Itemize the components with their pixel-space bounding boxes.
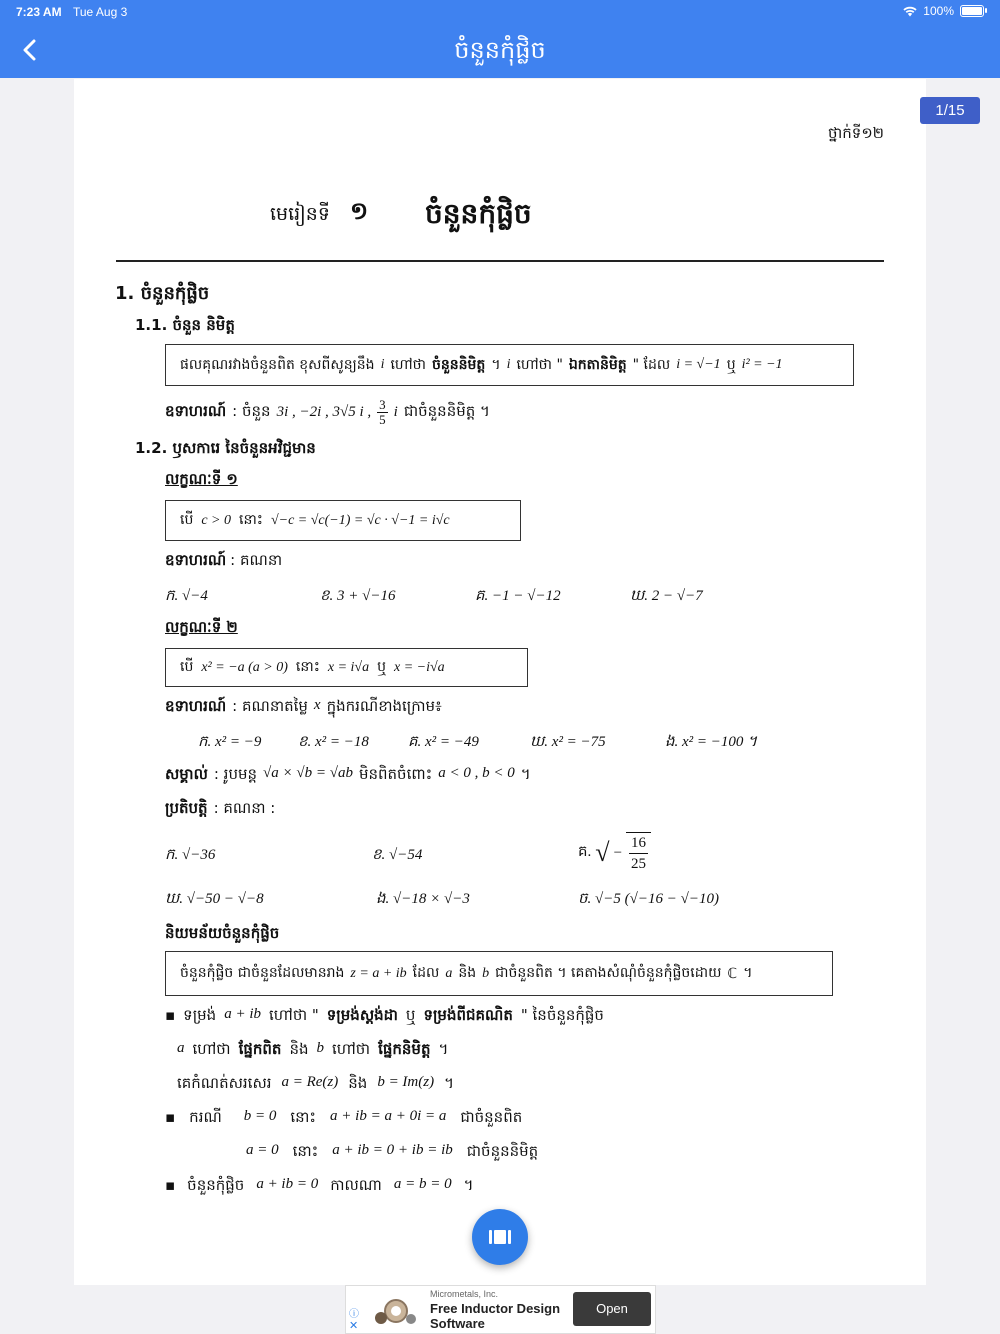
exercise-heading — [165, 799, 275, 821]
def-math: i = √−1 — [676, 357, 721, 372]
def-text: ហៅថា " — [516, 356, 563, 373]
bullet-text: គេកំណត់សរសេរ — [177, 1074, 272, 1092]
bullet-math: a + ib = 0 — [256, 1176, 319, 1192]
bullet-math: a + ib — [224, 1006, 262, 1022]
property-1-heading: លក្ខណៈទី ១ — [165, 470, 238, 488]
fraction-numerator: 16 — [629, 833, 648, 854]
def-math: i² = −1 — [741, 357, 783, 372]
def-text: ផលគុណរវាងចំនួនពិត ខុសពីសូន្យនឹង — [180, 356, 375, 373]
battery-percent: 100% — [923, 4, 954, 18]
section-heading-1-2: 1.2. ឫសការេ នៃចំនួនអវិជ្ជមាន — [135, 439, 316, 457]
exercise-item-fraction — [578, 832, 651, 874]
note-math: a < 0 , b < 0 — [438, 765, 515, 781]
bullet-text: និង — [348, 1074, 368, 1092]
prop-text: ឬ — [377, 659, 386, 675]
example-3-item: ខ. x² = −18 — [298, 734, 369, 750]
exercise-item-label: គ. — [578, 844, 592, 860]
note-text: : រូបមន្ត — [213, 765, 258, 783]
fraction-denominator: 25 — [631, 856, 647, 872]
bullet-text: " នៃចំនួនកុំផ្លិច — [520, 1006, 604, 1024]
example-text: : គណនា — [230, 551, 283, 569]
def-text: និង — [458, 965, 477, 981]
radical-sign: √ — [595, 838, 610, 867]
def-term: ចំនួននិមិត្ត — [432, 356, 486, 373]
bullet-text: កាលណា — [330, 1176, 382, 1194]
example-2-item: ឃ. 2 − √−7 — [630, 588, 703, 604]
def-math: b — [482, 965, 490, 981]
bullet-marker: ▪ — [165, 1176, 176, 1194]
bullet-text: ជាចំនួននិមិត្ត — [466, 1142, 539, 1160]
bullet-case-b0 — [165, 1108, 522, 1130]
example-text: ក្នុងករណីខាងក្រោម៖ — [326, 697, 442, 715]
bullet-marker: ▪ — [165, 1108, 176, 1126]
title-divider — [116, 260, 884, 262]
example-2-item: គ. −1 − √−12 — [475, 588, 561, 604]
def-text: ។ — [491, 356, 501, 373]
example-2-heading — [165, 551, 282, 573]
slides-icon — [489, 1230, 511, 1244]
def-text: ជាចំនួនពិត ។ គេតាងសំណុំចំនួនកុំផ្លិចដោយ — [495, 965, 722, 981]
wifi-icon — [903, 6, 917, 17]
exercise-item: ក. √−36 — [165, 847, 216, 863]
bullet-math: a + ib = 0 + ib = ib — [332, 1142, 453, 1158]
example-text: ជាចំនួននិមិត្ត ។ — [403, 401, 490, 420]
note-math: √a × √b = √ab — [263, 765, 353, 781]
bullet-standard-form — [165, 1006, 604, 1028]
bullet-marker: ▪ — [165, 1006, 176, 1024]
bullet-text: ។ — [438, 1040, 449, 1058]
battery-icon — [960, 5, 984, 17]
exercise-label: ប្រតិបត្តិ — [165, 799, 208, 817]
example-3-item: ឃ. x² = −75 — [530, 734, 606, 750]
example-math: x — [313, 697, 321, 713]
example-3-heading — [165, 697, 442, 719]
prop-math: √−c = √c(−1) = √c · √−1 = i√c — [270, 512, 450, 528]
section-heading-1-1: 1.1. ចំនួន និមិត្ត — [135, 316, 235, 334]
ad-open-button[interactable]: Open — [573, 1292, 651, 1326]
example-math: i — [393, 404, 398, 420]
prop-math: x = i√a — [327, 659, 370, 675]
prop-text: បើ — [180, 659, 194, 675]
nav-bar — [0, 22, 1000, 78]
example-3-item: ង. x² = −100 ។ — [665, 734, 758, 750]
exercise-item: ច. √−5 (√−16 − √−10) — [578, 891, 719, 907]
bullet-text: ករណី — [189, 1108, 222, 1126]
bullet-text: ឬ — [405, 1006, 416, 1024]
prop-math: x² = −a (a > 0) — [201, 659, 288, 675]
bullet-text: ហៅថា " — [269, 1006, 319, 1024]
def-math: ℂ — [727, 965, 738, 982]
def-math: i — [506, 357, 511, 372]
def-math: i — [380, 357, 385, 372]
def-text: ហៅថា — [390, 356, 426, 373]
fraction — [626, 832, 651, 874]
fraction-denominator: 5 — [379, 412, 386, 427]
bullet-text: ហៅថា — [332, 1040, 371, 1058]
bullet-term: ទម្រង់ពីជគណិត — [423, 1006, 513, 1024]
property-2-heading: លក្ខណៈទី ២ — [165, 618, 238, 636]
grade-label: ថ្នាក់ទី១២ — [828, 124, 885, 142]
example-label: ឧទាហរណ៍ — [165, 401, 227, 420]
slides-button[interactable] — [472, 1209, 528, 1265]
note-text: មិនពិតចំពោះ — [358, 765, 433, 783]
def-text: ។ — [743, 965, 753, 981]
def-term: ឯកតានិមិត្ត — [568, 356, 627, 373]
ad-close-icon[interactable]: ✕ — [349, 1319, 359, 1332]
def-text: " ដែល — [632, 356, 671, 373]
def-text: ដែល — [412, 965, 440, 981]
ad-banner[interactable] — [345, 1285, 656, 1334]
bullet-case-a0 — [246, 1142, 538, 1164]
fraction-numerator: 3 — [379, 397, 386, 412]
prop-math: c > 0 — [201, 512, 232, 528]
status-date: Tue Aug 3 — [73, 5, 128, 19]
bullet-math: a + ib = a + 0i = a — [330, 1108, 447, 1124]
bullet-text: ចំនួនកុំផ្លិច — [187, 1176, 245, 1194]
bullet-term: ទម្រង់ស្តង់ដា — [326, 1006, 398, 1024]
bullet-text: ហៅថា — [192, 1040, 231, 1058]
exercise-item: ឃ. √−50 − √−8 — [165, 891, 264, 907]
bullet-math: a = 0 — [246, 1142, 279, 1158]
fraction — [377, 398, 388, 427]
property-2-box — [165, 648, 528, 687]
def-math: z = a + ib — [350, 965, 407, 981]
example-label: ឧទាហរណ៍ — [165, 551, 227, 569]
section-heading-1: 1. ចំនួនកុំផ្លិច — [115, 283, 210, 304]
example-text: : ចំនួន — [232, 401, 271, 420]
prop-text: បើ — [180, 512, 194, 528]
bullet-text: នោះ — [290, 1108, 317, 1126]
status-bar — [0, 0, 1000, 22]
bullet-notation-line — [177, 1074, 454, 1096]
def-text: ឬ — [726, 356, 736, 373]
note-label: សម្គាល់ — [165, 765, 208, 783]
bullet-text: ទម្រង់ — [183, 1006, 217, 1024]
ad-advertiser: Micrometals, Inc. — [430, 1289, 499, 1299]
bullet-text: និង — [289, 1040, 309, 1058]
bullet-text: ។ — [463, 1176, 474, 1194]
exercise-item: ង. √−18 × √−3 — [376, 891, 470, 907]
bullet-text: ។ — [444, 1074, 454, 1092]
exercise-text: : គណនា : — [213, 799, 276, 817]
lesson-number: ១ — [350, 197, 369, 225]
prop-text: នោះ — [295, 659, 320, 675]
bullet-parts-line — [177, 1040, 448, 1062]
example-3-item: ក. x² = −9 — [198, 734, 262, 750]
exercise-item: ខ. √−54 — [372, 847, 423, 863]
bullet-math: b = Im(z) — [377, 1074, 435, 1090]
bullet-zero — [165, 1176, 474, 1198]
def-math: a — [445, 965, 453, 981]
example-2-item: ក. √−4 — [165, 588, 208, 604]
nav-title: ចំនួនកុំផ្លិច — [454, 36, 546, 64]
example-label: ឧទាហរណ៍ — [165, 697, 227, 715]
lesson-title: ចំនួនកុំផ្លិច — [425, 197, 532, 230]
example-math: 3i , −2i , 3√5 i , — [276, 404, 372, 420]
lesson-label: មេរៀនទី — [270, 203, 330, 225]
property-1-box — [165, 500, 521, 541]
note-text: ។ — [520, 765, 531, 783]
complex-definition-box — [165, 951, 833, 996]
example-2-item: ខ. 3 + √−16 — [320, 588, 396, 604]
status-right — [903, 4, 984, 18]
note — [165, 765, 531, 787]
prop-text: នោះ — [239, 512, 263, 528]
bullet-math: b — [316, 1040, 324, 1056]
example-1 — [165, 398, 490, 427]
bullet-text: ជាចំនួនពិត — [460, 1108, 523, 1126]
bullet-math: a — [177, 1040, 185, 1056]
page-indicator: 1/15 — [920, 97, 980, 124]
minus-sign: − — [613, 844, 623, 861]
status-time: 7:23 AM — [16, 5, 62, 19]
advertiser-logo — [370, 1296, 418, 1326]
ad-info-icon[interactable]: ⓘ — [349, 1309, 359, 1320]
bullet-math: b = 0 — [243, 1108, 277, 1124]
complex-definition-heading: និយមន័យចំនួនកុំផ្លិច — [165, 924, 280, 942]
bullet-term: ផ្នែកនិមិត្ត — [378, 1040, 431, 1058]
example-text: : គណនាតម្លៃ — [232, 697, 308, 715]
bullet-math: a = b = 0 — [393, 1176, 452, 1192]
bullet-text: នោះ — [292, 1142, 319, 1160]
bullet-term: ផ្នែកពិត — [238, 1040, 282, 1058]
prop-math: x = −i√a — [393, 659, 445, 675]
ad-headline: Free Inductor Design Software — [430, 1301, 561, 1331]
definition-imaginary-box — [165, 344, 854, 386]
def-text: ចំនួនកុំផ្លិច ជាចំនួនដែលមានរាង — [180, 965, 345, 981]
example-3-item: គ. x² = −49 — [408, 734, 479, 750]
bullet-math: a = Re(z) — [281, 1074, 339, 1090]
